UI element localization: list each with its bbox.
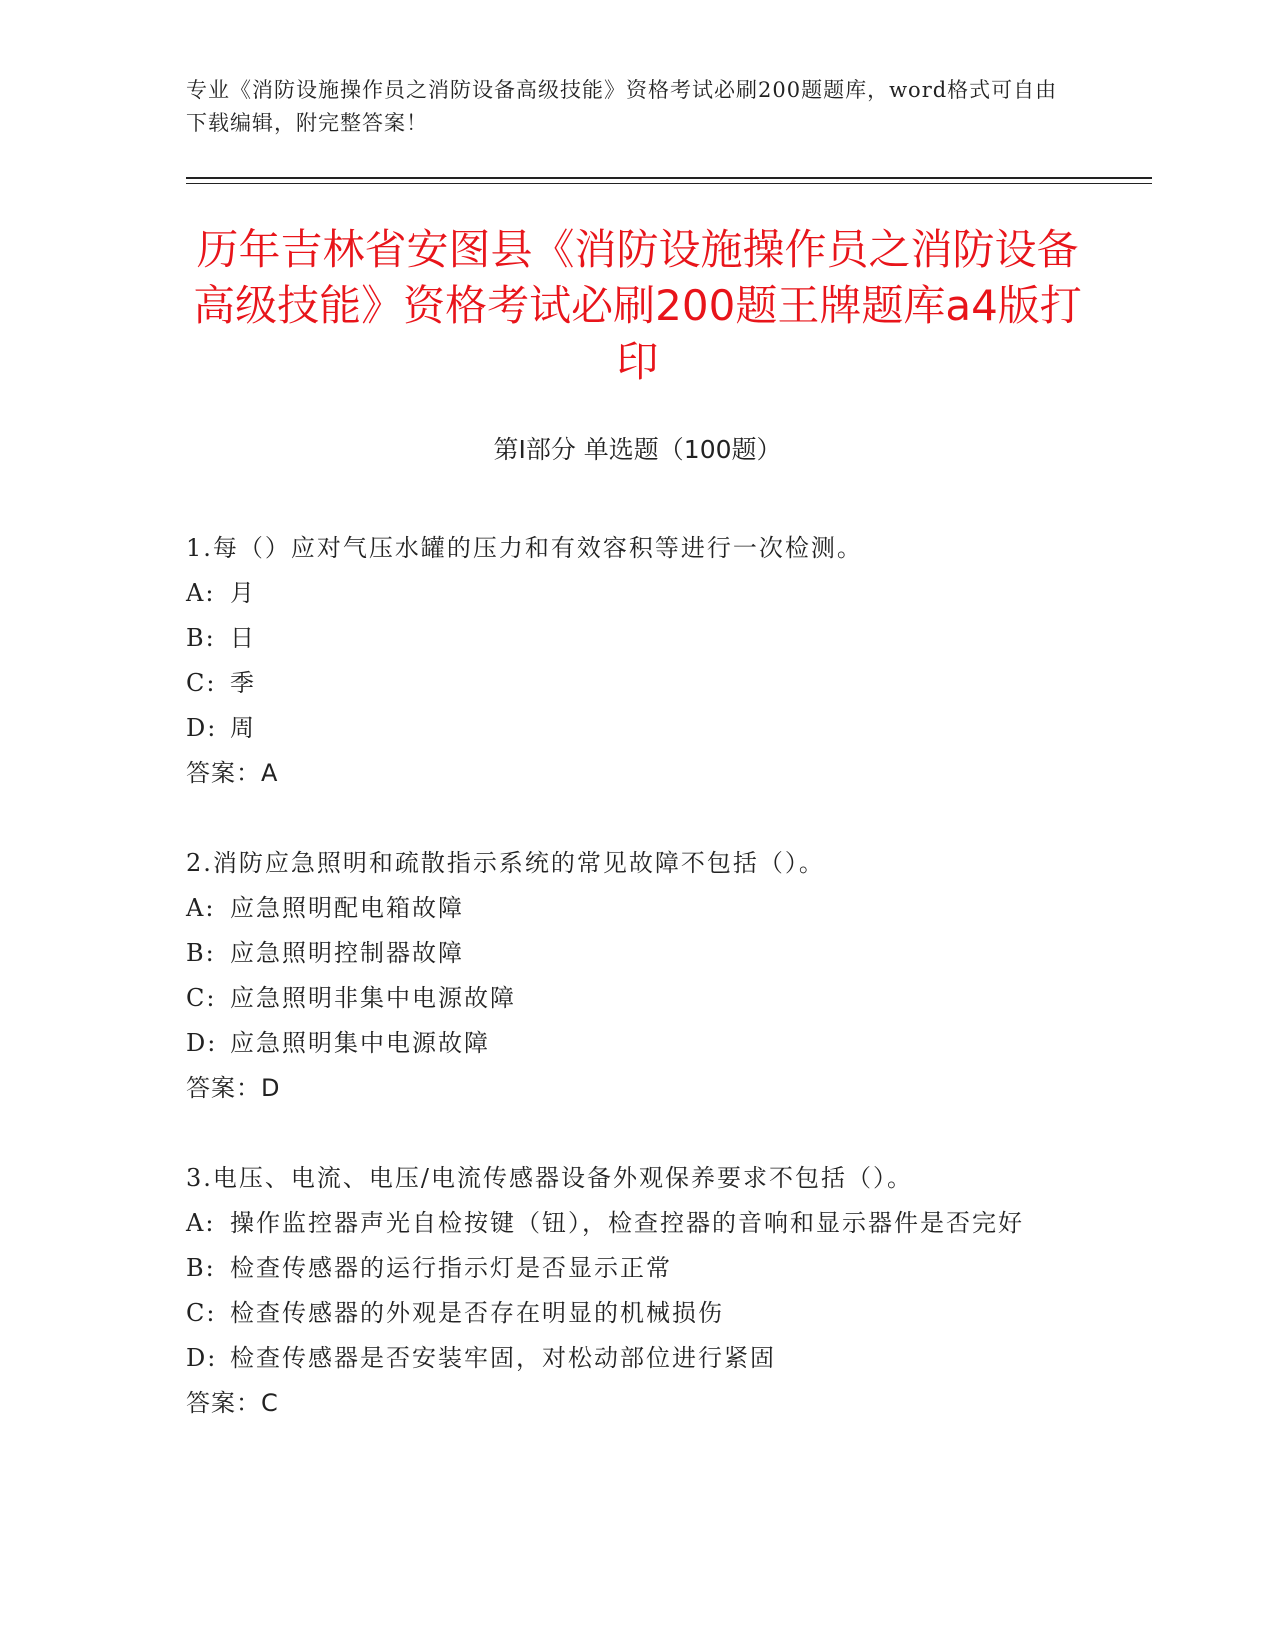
option-letter: A: [186, 894, 216, 922]
option-text: 应急照明配电箱故障 [230, 894, 464, 922]
option-text: 检查传感器的运行指示灯是否显示正常 [230, 1254, 672, 1282]
option-letter: C: [186, 669, 217, 697]
question-stem: 1.每（）应对气压水罐的压力和有效容积等进行一次检测。 [186, 534, 863, 562]
answer-line: 答案：D [186, 1074, 281, 1102]
option-letter: A: [186, 579, 216, 607]
question-list [186, 526, 1086, 1471]
option-text: 检查传感器的外观是否存在明显的机械损伤 [230, 1299, 724, 1327]
document-title: 历年吉林省安图县《消防设施操作员之消防设备高级技能》资格考试必刷200题王牌题库a4版打印 [193, 225, 1082, 386]
option-text: 检查传感器是否安装牢固，对松动部位进行紧固 [230, 1344, 776, 1372]
answer-line: 答案：C [186, 1389, 279, 1417]
option-text: 周 [230, 714, 256, 742]
section-title: 第Ⅰ部分 单选题（100题） [493, 435, 782, 464]
answer-line: 答案：A [186, 759, 279, 787]
question-2 [186, 841, 1086, 1111]
option-letter: B: [186, 624, 216, 652]
question-stem: 2.消防应急照明和疏散指示系统的常见故障不包括（）。 [186, 849, 825, 877]
option-a [186, 571, 1086, 616]
option-text: 应急照明非集中电源故障 [230, 984, 516, 1012]
option-letter: B: [186, 1254, 216, 1282]
option-b [186, 931, 1086, 976]
option-text: 日 [230, 624, 256, 652]
option-d [186, 1021, 1086, 1066]
header-divider-thin [186, 183, 1152, 184]
option-b [186, 1246, 1086, 1291]
option-letter: C: [186, 984, 217, 1012]
option-d [186, 706, 1086, 751]
option-letter: B: [186, 939, 216, 967]
option-letter: D: [186, 1029, 218, 1057]
option-text: 应急照明控制器故障 [230, 939, 464, 967]
header-note: 专业《消防设施操作员之消防设备高级技能》资格考试必刷200题题库，word格式可自由下载编辑，附完整答案！ [186, 78, 1058, 135]
option-text: 操作监控器声光自检按键（钮），检查控器的音响和显示器件是否完好 [230, 1209, 1024, 1237]
question-3 [186, 1156, 1086, 1426]
header-divider [186, 177, 1152, 179]
option-c [186, 661, 1086, 706]
option-letter: A: [186, 1209, 216, 1237]
option-text: 应急照明集中电源故障 [230, 1029, 490, 1057]
question-1 [186, 526, 1086, 796]
option-c [186, 1291, 1086, 1336]
option-letter: C: [186, 1299, 217, 1327]
option-text: 季 [230, 669, 256, 697]
option-a [186, 1201, 1086, 1246]
option-b [186, 616, 1086, 661]
option-d [186, 1336, 1086, 1381]
option-letter: D: [186, 714, 218, 742]
option-c [186, 976, 1086, 1021]
option-letter: D: [186, 1344, 218, 1372]
option-text: 月 [230, 579, 256, 607]
question-stem: 3.电压、电流、电压/电流传感器设备外观保养要求不包括（）。 [186, 1164, 913, 1192]
option-a [186, 886, 1086, 931]
